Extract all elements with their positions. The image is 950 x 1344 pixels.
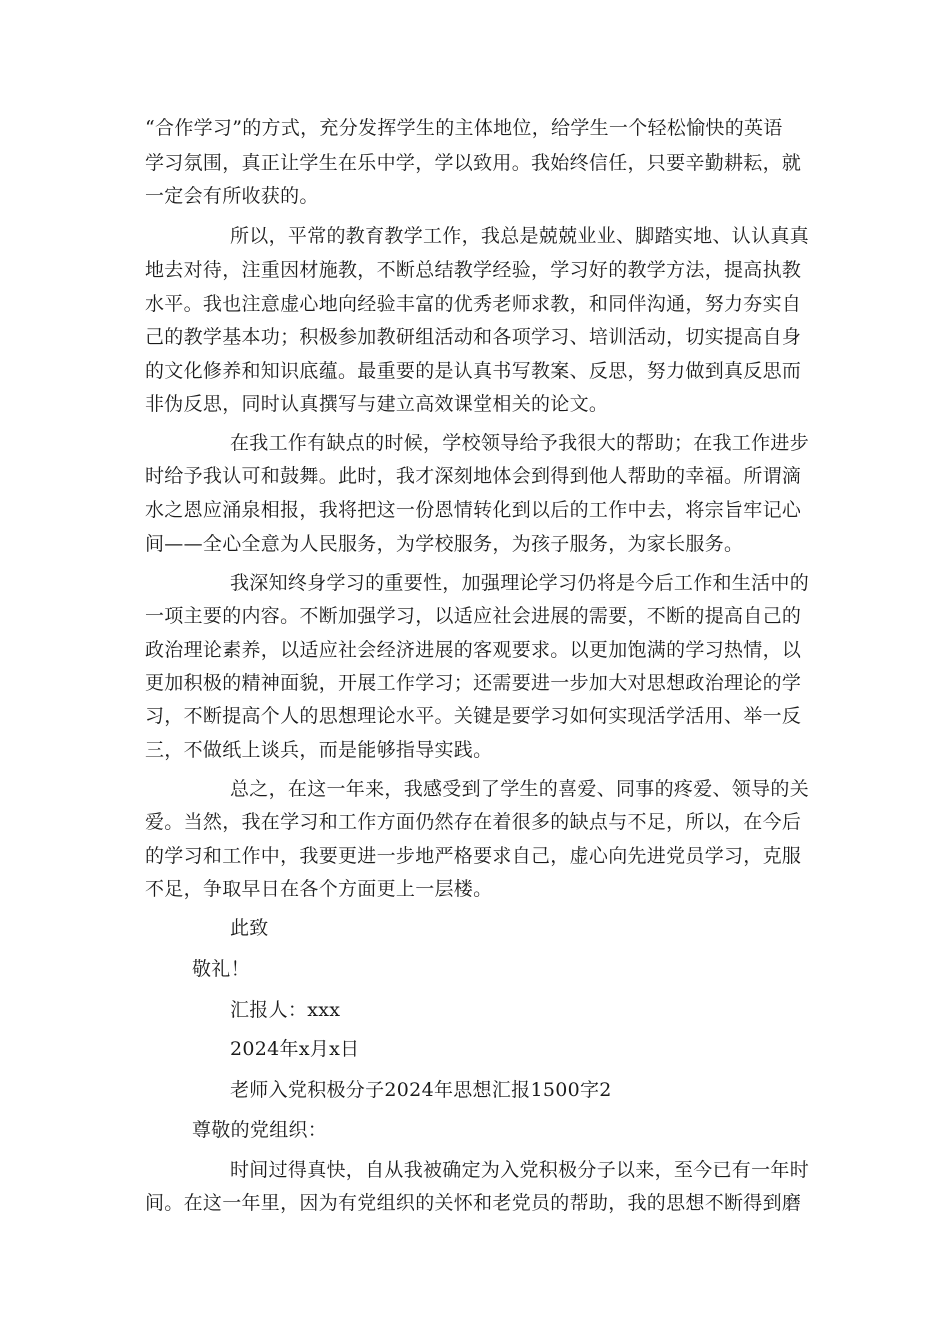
paragraph-line: 间。在这一年里，因为有党组织的关怀和老党员的帮助，我的思想不断得到磨: [145, 1192, 802, 1214]
paragraph-line: “合作学习”的方式，充分发挥学生的主体地位，给学生一个轻松愉快的英语: [145, 117, 783, 139]
paragraph-line: 的学习和工作中，我要更进一步地严格要求自己，虚心向先进党员学习，克服: [145, 845, 802, 867]
report-date: 2024年x月x日: [230, 1038, 360, 1060]
paragraph-line: 非伪反思，同时认真撰写与建立高效课堂相关的论文。: [145, 393, 609, 415]
paragraph-line: 所以，平常的教育教学工作，我总是兢兢业业、脚踏实地、认认真真: [230, 225, 810, 247]
reporter-line: 汇报人：xxx: [230, 999, 341, 1021]
paragraph-line: 的文化修养和知识底蕴。最重要的是认真书写教案、反思，努力做到真反思而: [145, 360, 802, 382]
paragraph-line: 时间过得真快，自从我被确定为入党积极分子以来，至今已有一年时: [230, 1159, 810, 1181]
closing-jingli: 敬礼！: [192, 958, 250, 980]
paragraph-line: 水之恩应涌泉相报，我将把这一份恩情转化到以后的工作中去，将宗旨牢记心: [145, 499, 802, 521]
paragraph-line: 己的教学基本功；积极参加教研组活动和各项学习、培训活动，切实提高自身: [145, 326, 802, 348]
paragraph-line: 更加积极的精神面貌，开展工作学习；还需要进一步加大对思想政治理论的学: [145, 672, 802, 694]
salutation: 尊敬的党组织：: [192, 1119, 328, 1141]
paragraph-line: 爱。当然，我在学习和工作方面仍然存在着很多的缺点与不足，所以，在今后: [145, 811, 802, 833]
closing-cizhi: 此致: [230, 917, 269, 939]
paragraph-line: 总之，在这一年来，我感受到了学生的喜爱、同事的疼爱、领导的关: [230, 778, 810, 800]
paragraph-line: 地去对待，注重因材施教，不断总结教学经验，学习好的教学方法，提高执教: [145, 259, 802, 281]
paragraph-line: 在我工作有缺点的时候，学校领导给予我很大的帮助；在我工作进步: [230, 432, 810, 454]
section-title: 老师入党积极分子2024年思想汇报1500字2: [230, 1079, 612, 1101]
paragraph-line: 不足，争取早日在各个方面更上一层楼。: [145, 878, 493, 900]
paragraph-line: 水平。我也注意虚心地向经验丰富的优秀老师求教，和同伴沟通，努力夯实自: [145, 293, 802, 315]
paragraph-line: 学习氛围，真正让学生在乐中学，学以致用。我始终信任，只要辛勤耕耘，就: [145, 152, 802, 174]
paragraph-line: 三，不做纸上谈兵，而是能够指导实践。: [145, 739, 493, 761]
paragraph-line: 政治理论素养，以适应社会经济进展的客观要求。以更加饱满的学习热情，以: [145, 639, 802, 661]
paragraph-line: 一定会有所收获的。: [145, 185, 319, 207]
paragraph-line: 间——全心全意为人民服务，为学校服务，为孩子服务，为家长服务。: [145, 533, 744, 555]
paragraph-line: 我深知终身学习的重要性，加强理论学习仍将是今后工作和生活中的: [230, 572, 810, 594]
paragraph-line: 一项主要的内容。不断加强学习，以适应社会进展的需要，不断的提高自己的: [145, 605, 802, 627]
paragraph-line: 习，不断提高个人的思想理论水平。关键是要学习如何实现活学活用、举一反: [145, 705, 802, 727]
paragraph-line: 时给予我认可和鼓舞。此时，我才深刻地体会到得到他人帮助的幸福。所谓滴: [145, 465, 802, 487]
